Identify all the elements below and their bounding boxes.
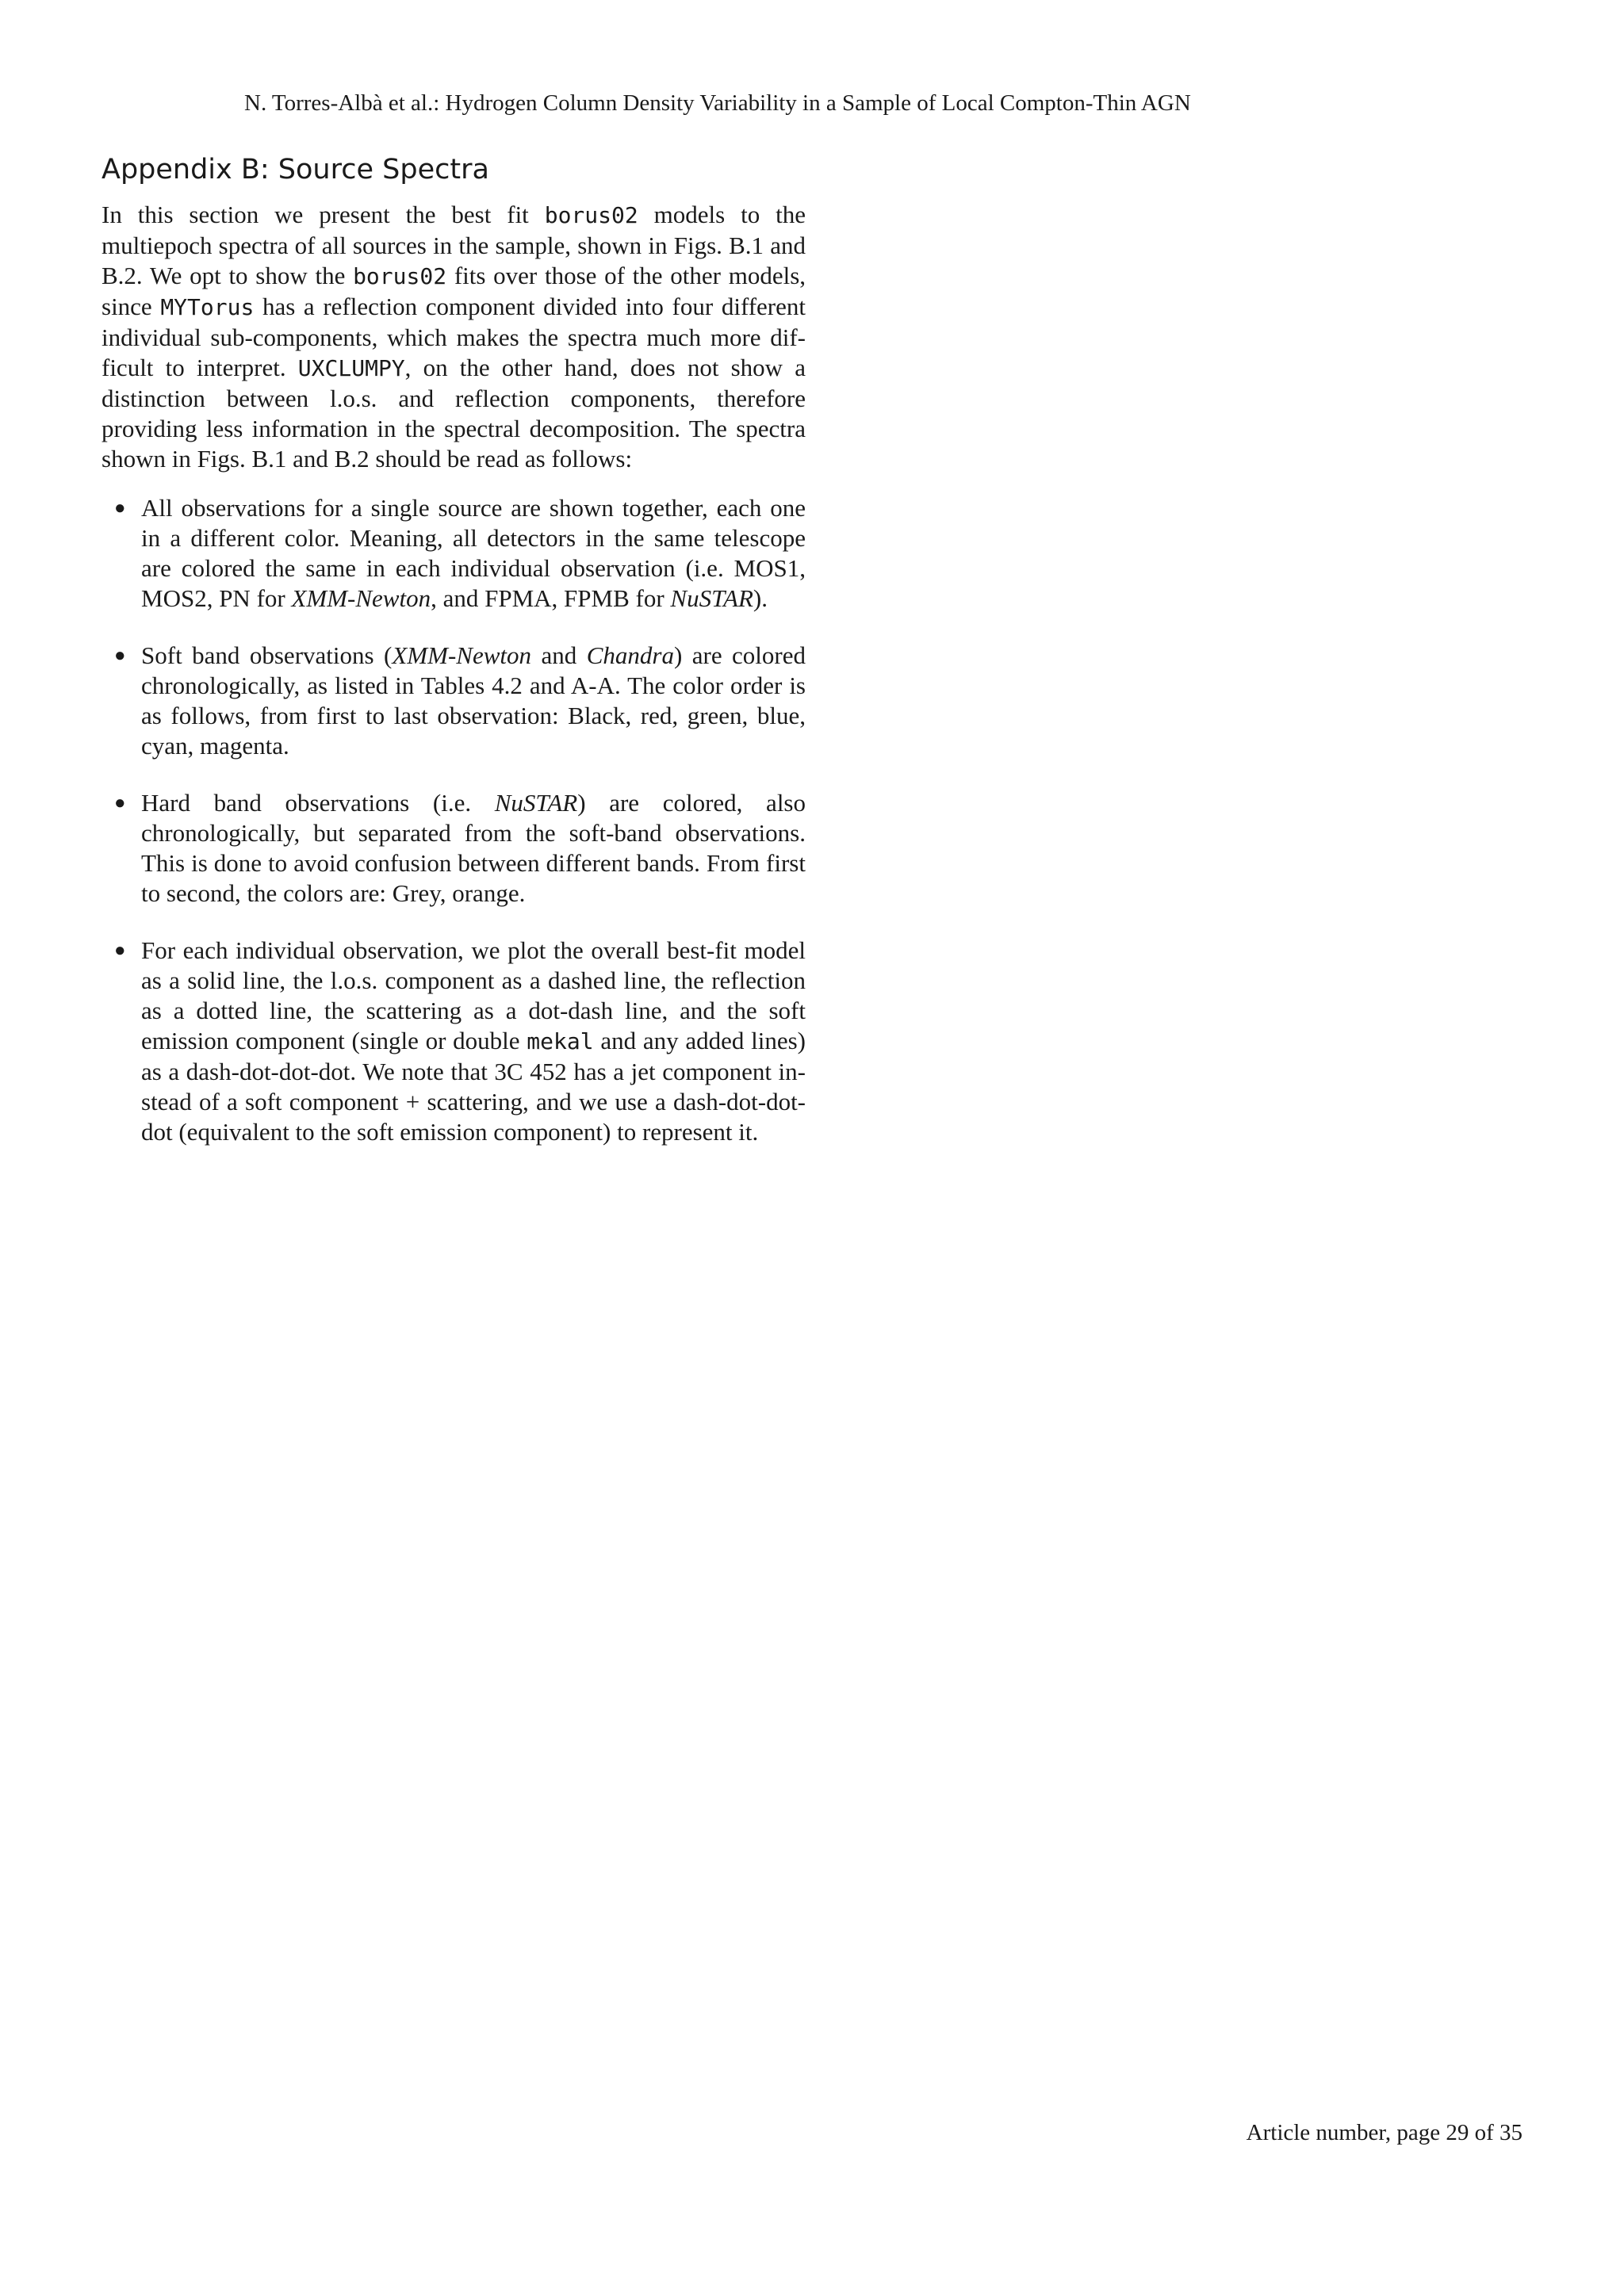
list-item-text: and any added lines) as a dash-dot-dot-dot. We note that 3C 452 has a jet component instead of a soft component + scattering, and we use a dash-dot-dot-dot (equivalent to the soft emission component) to represent it. [141, 1027, 806, 1146]
intro-text-2: models to the multiepoch spectra of all sources in the sample, shown in Figs. B.1 and B.2. We opt to show the [102, 201, 806, 289]
main-column [102, 152, 806, 1174]
bullet-icon: ● [114, 498, 126, 519]
intro-text-3: fits over those of the other models, since [102, 262, 806, 320]
code-borus02: borus02 [544, 202, 638, 228]
list-item-text: Soft band observations ( [141, 641, 393, 669]
telescope-name: Chandra [586, 641, 674, 669]
telescope-name: XMM-Newton [291, 584, 431, 612]
intro-text-1: In this section we present the best fit [102, 201, 545, 228]
list-item-text: and [531, 641, 587, 669]
bullet-icon: ● [114, 645, 126, 666]
section-title: Appendix B: Source Spectra [102, 154, 489, 186]
intro-paragraph [102, 200, 806, 474]
intro-text-4: has a reflection component divided into four different individual sub-components, which makes the spectra much more difficult to interpret. [102, 293, 806, 381]
bullet-icon: ● [114, 940, 126, 961]
list-item-text: , and FPMA, FPMB for [431, 584, 671, 612]
page-footer: Article number, page 29 of 35 [1246, 2120, 1522, 2145]
list-item-text: Hard band observations (i.e. [141, 789, 495, 817]
bullet-list [102, 493, 806, 1147]
intro-text-5: , on the other hand, does not show a distinction between l.o.s. and reflection components, therefore providing less information in the spectral decomposition. The spectra shown in Figs. B.1 and B.2 should be read as follows: [102, 354, 806, 473]
code-uxclumpy: UXCLUMPY [297, 355, 405, 381]
list-item-text: All observations for a single source are shown together, each one in a different color. Meaning, all detectors in the same telescope are colored the same in each individual observation (i.e. MOS1, MOS2, PN for [141, 494, 806, 612]
telescope-name: XMM-Newton [392, 641, 531, 669]
running-header: N. Torres-Albà et al.: Hydrogen Column Density Variability in a Sample of Local Compton-Thin AGN [244, 90, 1191, 116]
code-borus02: borus02 [353, 263, 447, 289]
telescope-name: NuSTAR [670, 584, 753, 612]
list-item-text: For each individual observation, we plot the overall best-fit model as a solid line, the l.o.s. component as a dashed line, the reflection as a dotted line, the scattering as a dot-dash line, and the soft emission component (single or double [141, 936, 806, 1054]
list-item-text: ) are colored chronologically, as listed in Tables 4.2 and A-A. The color order is as follows, from first to last observation: Black, red, green, blue, cyan, magenta. [141, 641, 806, 760]
list-item [102, 641, 806, 761]
code-mytorus: MYTorus [160, 294, 255, 320]
list-item-text: ). [753, 584, 768, 612]
list-item-text: ) are colored, also chronologically, but separated from the soft-band observations. This is done to avoid confusion between different bands. From first to second, the colors are: Grey, orange. [141, 789, 806, 907]
list-item [102, 936, 806, 1147]
telescope-name: NuSTAR [494, 789, 578, 817]
list-item [102, 493, 806, 614]
code-mekal: mekal [527, 1028, 594, 1054]
bullet-icon: ● [114, 793, 126, 813]
list-item [102, 788, 806, 909]
